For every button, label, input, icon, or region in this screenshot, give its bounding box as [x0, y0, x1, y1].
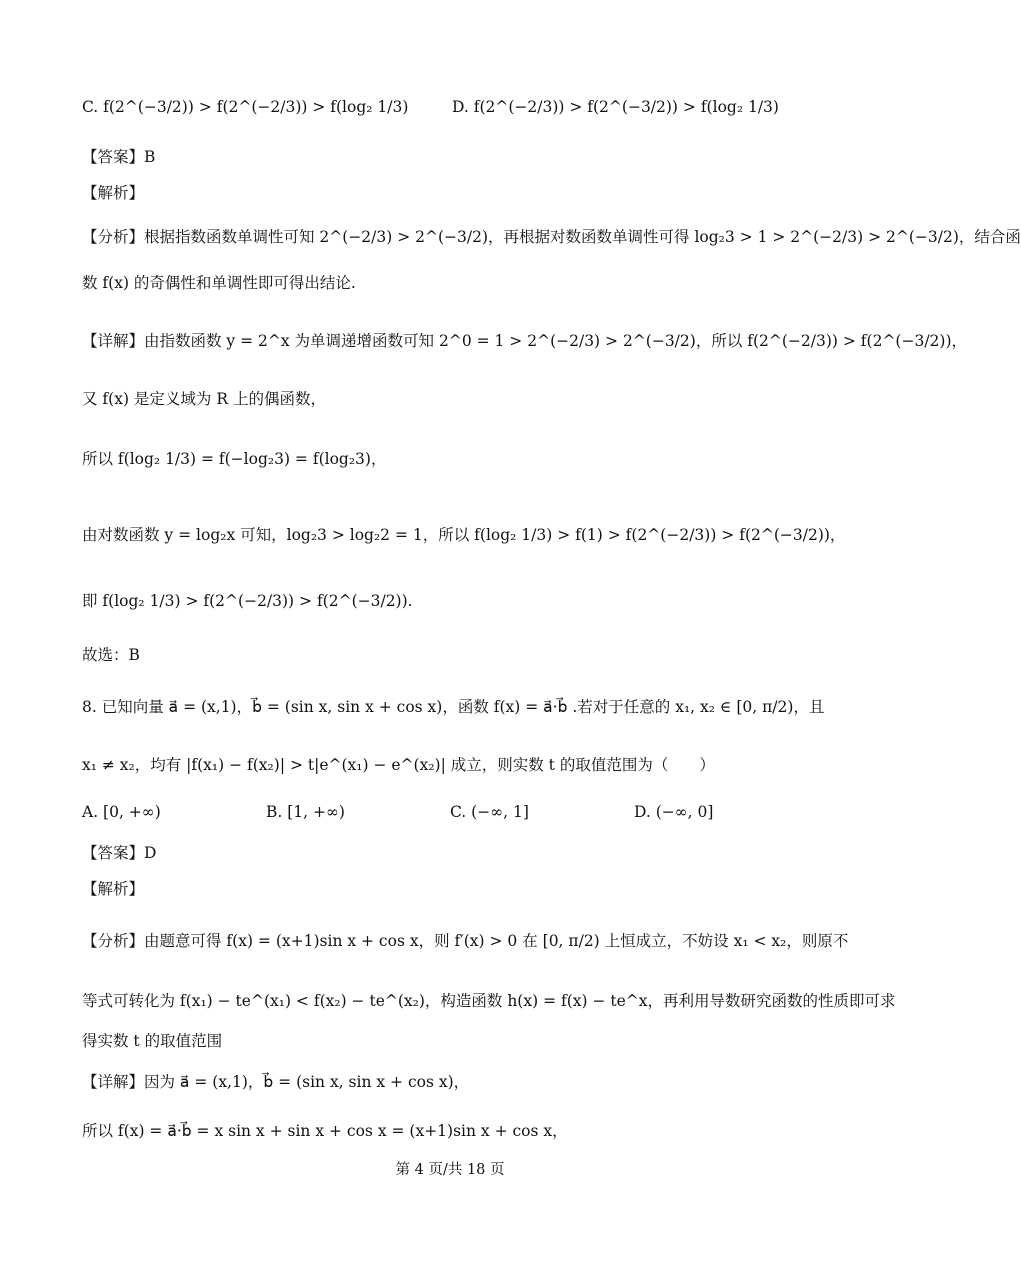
analysis-text-q7-1: 【分析】根据指数函数单调性可知 2^(−2/3) > 2^(−3/2)，再根据对数函数单调性可得 log₂3 > 1 > 2^(−2/3) > 2^(−3/2)，结合函	[82, 228, 1021, 246]
detail-q8-1: 【详解】因为 a⃗ = (x,1)，b⃗ = (sin x, sin x + cos x)，	[82, 1073, 470, 1091]
analysis-label-q8: 【解析】	[82, 880, 145, 898]
answer-q7: 【答案】B	[82, 148, 156, 166]
option-b-q8: B. [1, +∞)	[266, 803, 345, 821]
detail-q7-3: 所以 f(log₂ 1/3) = f(−log₂3) = f(log₂3)，	[82, 450, 387, 468]
analysis-text-q8-3: 得实数 t 的取值范围	[82, 1032, 223, 1050]
option-d-q8: D. (−∞, 0]	[634, 803, 714, 821]
analysis-label-q7: 【解析】	[82, 184, 145, 202]
option-c-q8: C. (−∞, 1]	[450, 803, 529, 821]
detail-q7-1: 【详解】由指数函数 y = 2^x 为单调递增函数可知 2^0 = 1 > 2^(−2/3) > 2^(−3/2)，所以 f(2^(−2/3)) > f(2^(−3/2))，	[82, 332, 968, 350]
option-c-q7: C. f(2^(−3/2)) > f(2^(−2/3)) > f(log₂ 1/3)	[82, 98, 409, 116]
analysis-text-q8-1: 【分析】由题意可得 f(x) = (x+1)sin x + cos x，则 f′(x) > 0 在 [0, π/2) 上恒成立，不妨设 x₁ < x₂，则原不	[82, 932, 849, 950]
detail-q7-4: 由对数函数 y = log₂x 可知，log₂3 > log₂2 = 1，所以 f(log₂ 1/3) > f(1) > f(2^(−2/3)) > f(2^(−3/2))，	[82, 526, 846, 544]
detail-q8-2: 所以 f(x) = a⃗·b⃗ = x sin x + sin x + cos x = (x+1)sin x + cos x，	[82, 1122, 568, 1140]
analysis-text-q8-2: 等式可转化为 f(x₁) − te^(x₁) < f(x₂) − te^(x₂)，构造函数 h(x) = f(x) − te^x，再利用导数研究函数的性质即可求	[82, 992, 896, 1010]
answer-q8: 【答案】D	[82, 844, 157, 862]
page-footer: 第 4 页/共 18 页	[395, 1162, 505, 1178]
choose-q7: 故选：B	[82, 646, 140, 664]
option-d-q7: D. f(2^(−2/3)) > f(2^(−3/2)) > f(log₂ 1/3)	[452, 98, 779, 116]
question-8-stem-2: x₁ ≠ x₂，均有 |f(x₁) − f(x₂)| > t|e^(x₁) − e^(x₂)| 成立，则实数 t 的取值范围为（ ）	[82, 756, 715, 774]
analysis-text-q7-2: 数 f(x) 的奇偶性和单调性即可得出结论.	[82, 274, 356, 292]
detail-q7-2: 又 f(x) 是定义域为 R 上的偶函数，	[82, 390, 326, 408]
option-a-q8: A. [0, +∞)	[82, 803, 161, 821]
detail-q7-5: 即 f(log₂ 1/3) > f(2^(−2/3)) > f(2^(−3/2)).	[82, 592, 413, 610]
question-8-stem-1: 8. 已知向量 a⃗ = (x,1)，b⃗ = (sin x, sin x + cos x)，函数 f(x) = a⃗·b⃗ .若对于任意的 x₁, x₂ ∈ [0, π/2)，且	[82, 698, 825, 716]
